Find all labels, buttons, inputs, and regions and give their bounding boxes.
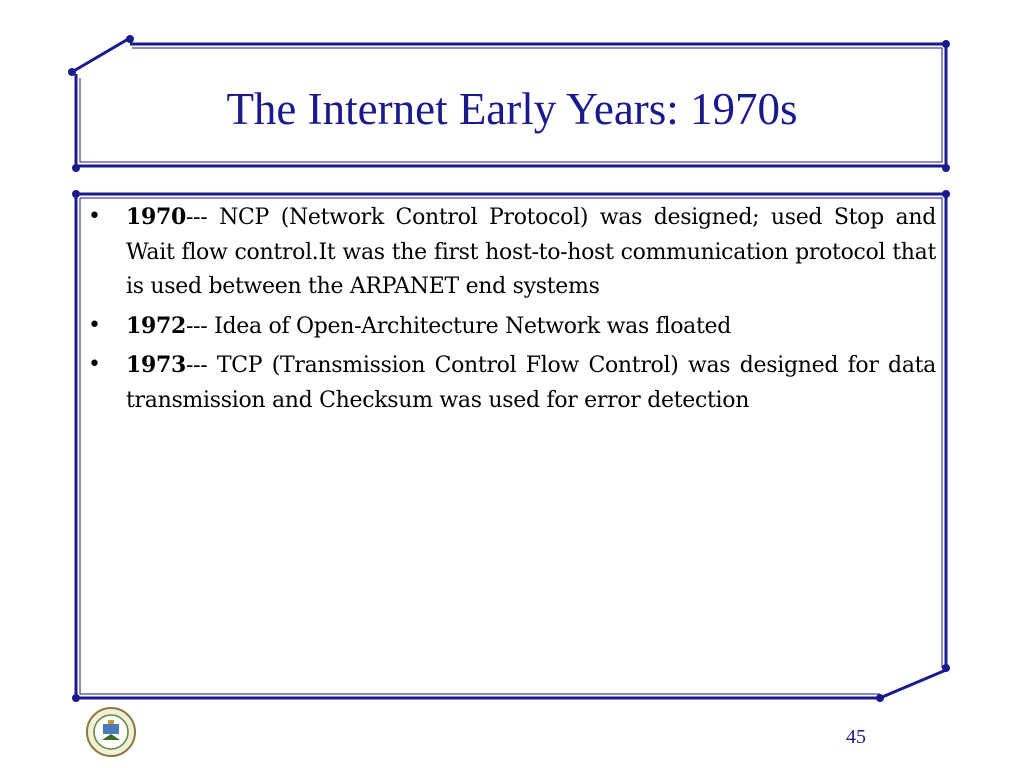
corner-dot-icon: [942, 664, 950, 672]
bullet-dot-icon: •: [88, 204, 101, 229]
list-item: [86, 348, 936, 418]
corner-dot-icon: [72, 694, 80, 702]
corner-dot-icon: [942, 164, 950, 172]
bullet-list: [86, 200, 936, 422]
year-label: 1970: [126, 204, 187, 230]
bullet-dot-icon: •: [88, 352, 101, 377]
bullet-text: --- TCP (Transmission Control Flow Control) was designed for data transmission and Checksum was used for error detection: [126, 353, 936, 413]
corner-dot-icon: [72, 164, 80, 172]
corner-dot-icon: [72, 190, 80, 198]
bullet-text: --- NCP (Network Control Protocol) was designed; used Stop and Wait flow control.It was the first host-to-host communication protocol that is used between the ARPANET end systems: [126, 205, 936, 299]
bullet-dot-icon: •: [88, 312, 101, 338]
corner-dot-icon: [942, 190, 950, 198]
page-number: 45: [846, 726, 866, 748]
corner-dot-icon: [126, 35, 134, 43]
corner-dot-icon: [876, 694, 884, 702]
list-item: [86, 200, 936, 305]
corner-dot-icon: [942, 40, 950, 48]
corner-dot-icon: [68, 68, 76, 76]
bullet-text: --- Idea of Open-Architecture Network was floated: [186, 313, 732, 339]
list-item: [86, 309, 936, 345]
year-label: 1972: [126, 312, 187, 339]
slide-title: The Internet Early Years: 1970s: [226, 84, 798, 134]
year-label: 1973: [126, 352, 187, 378]
university-seal-icon: [84, 706, 138, 758]
